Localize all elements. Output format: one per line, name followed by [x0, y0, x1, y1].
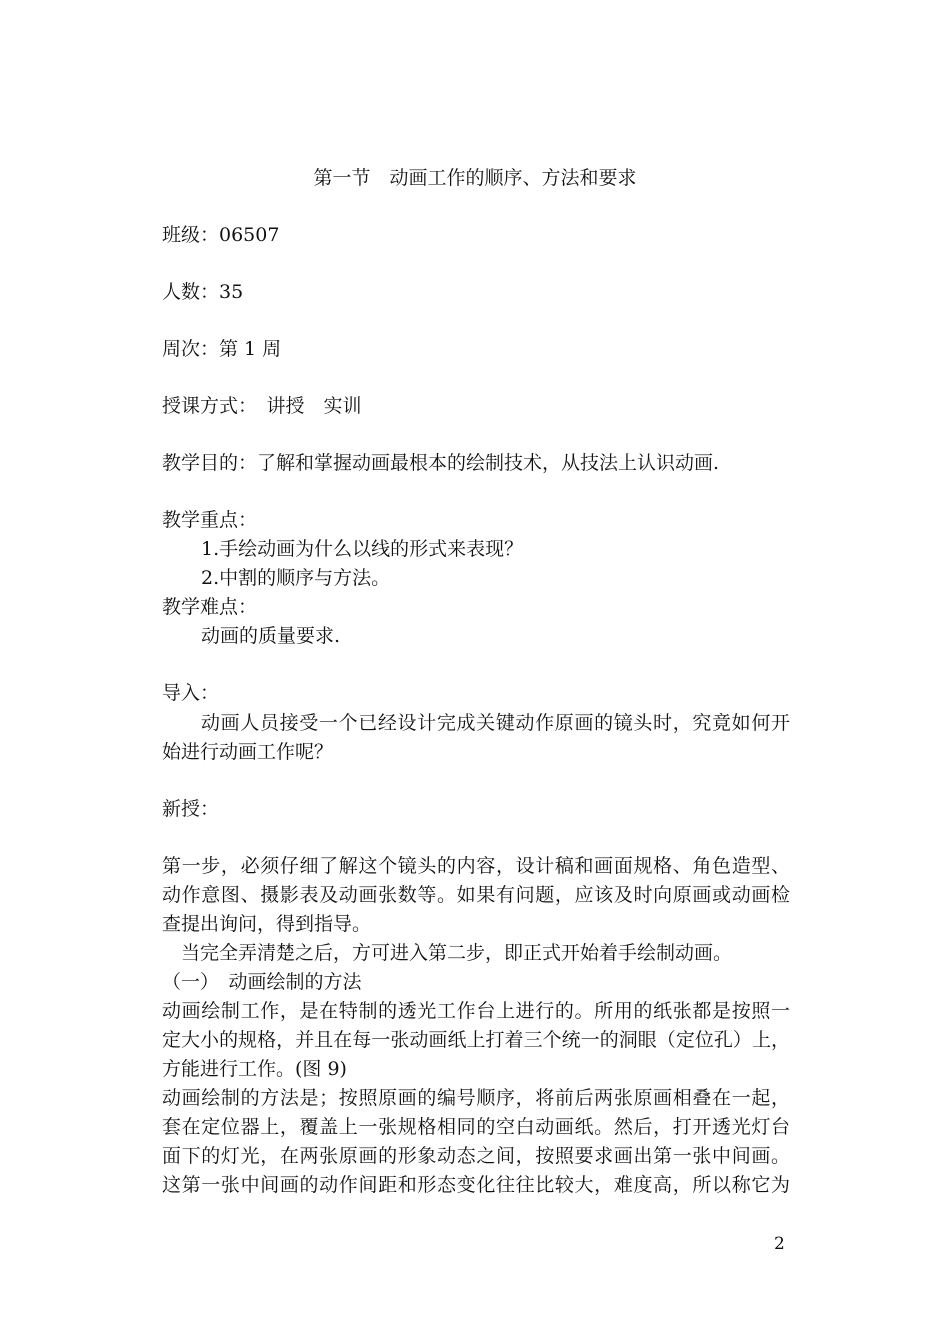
intro-paragraph-line: 动画人员接受一个已经设计完成关键动作原画的镜头时，究竟如何开	[201, 712, 790, 734]
difficulty-label: 教学难点：	[162, 596, 258, 618]
step1-paragraph-line: 第一步，必须仔细了解这个镜头的内容，设计稿和画面规格、角色造型、	[162, 855, 790, 877]
difficulty-item: 动画的质量要求.	[201, 625, 341, 647]
intro-label: 导入：	[162, 682, 220, 704]
paragraph-line: 方能进行工作。(图 9)	[162, 1058, 347, 1080]
paragraph-line: 动画绘制工作，是在特制的透光工作台上进行的。所用的纸张都是按照一	[162, 1000, 790, 1022]
paragraph-line: 面下的灯光，在两张原画的形象动态之间，按照要求画出第一张中间画。	[162, 1145, 790, 1167]
class-line: 班级：06507	[162, 224, 280, 246]
step1-paragraph-line: 查提出询问，得到指导。	[162, 913, 372, 935]
paragraph-line: 定大小的规格，并且在每一张动画纸上打着三个统一的洞眼（定位孔）上，	[162, 1029, 790, 1051]
key-point-item: 1.手绘动画为什么以线的形式来表现？	[201, 538, 524, 560]
teaching-method-line: 授课方式： 讲授 实训	[162, 395, 362, 417]
paragraph-line: 这第一张中间画的动作间距和形态变化往往比较大，难度高，所以称它为	[162, 1174, 790, 1196]
step1-paragraph-line: 动作意图、摄影表及动画张数等。如果有问题，应该及时向原画或动画检	[162, 884, 790, 906]
key-point-item: 2.中割的顺序与方法。	[201, 567, 391, 589]
teaching-objective-line: 教学目的：了解和掌握动画最根本的绘制技术，从技法上认识动画.	[162, 452, 720, 474]
week-line: 周次：第 1 周	[162, 338, 282, 360]
section-heading: （一） 动画绘制的方法	[162, 971, 362, 993]
intro-paragraph-line: 始进行动画工作呢？	[162, 741, 334, 763]
paragraph-line: 套在定位器上，覆盖上一张规格相同的空白动画纸。然后，打开透光灯台	[162, 1116, 790, 1138]
page-number: 2	[774, 1234, 785, 1254]
section-title: 第一节 动画工作的顺序、方法和要求	[313, 167, 637, 189]
count-line: 人数：35	[162, 281, 244, 303]
key-points-label: 教学重点：	[162, 509, 258, 531]
step2-line: 当完全弄清楚之后，方可进入第二步，即正式开始着手绘制动画。	[181, 942, 733, 964]
paragraph-line: 动画绘制的方法是；按照原画的编号顺序，将前后两张原画相叠在一起，	[162, 1087, 790, 1109]
new-lesson-label: 新授：	[162, 798, 220, 820]
